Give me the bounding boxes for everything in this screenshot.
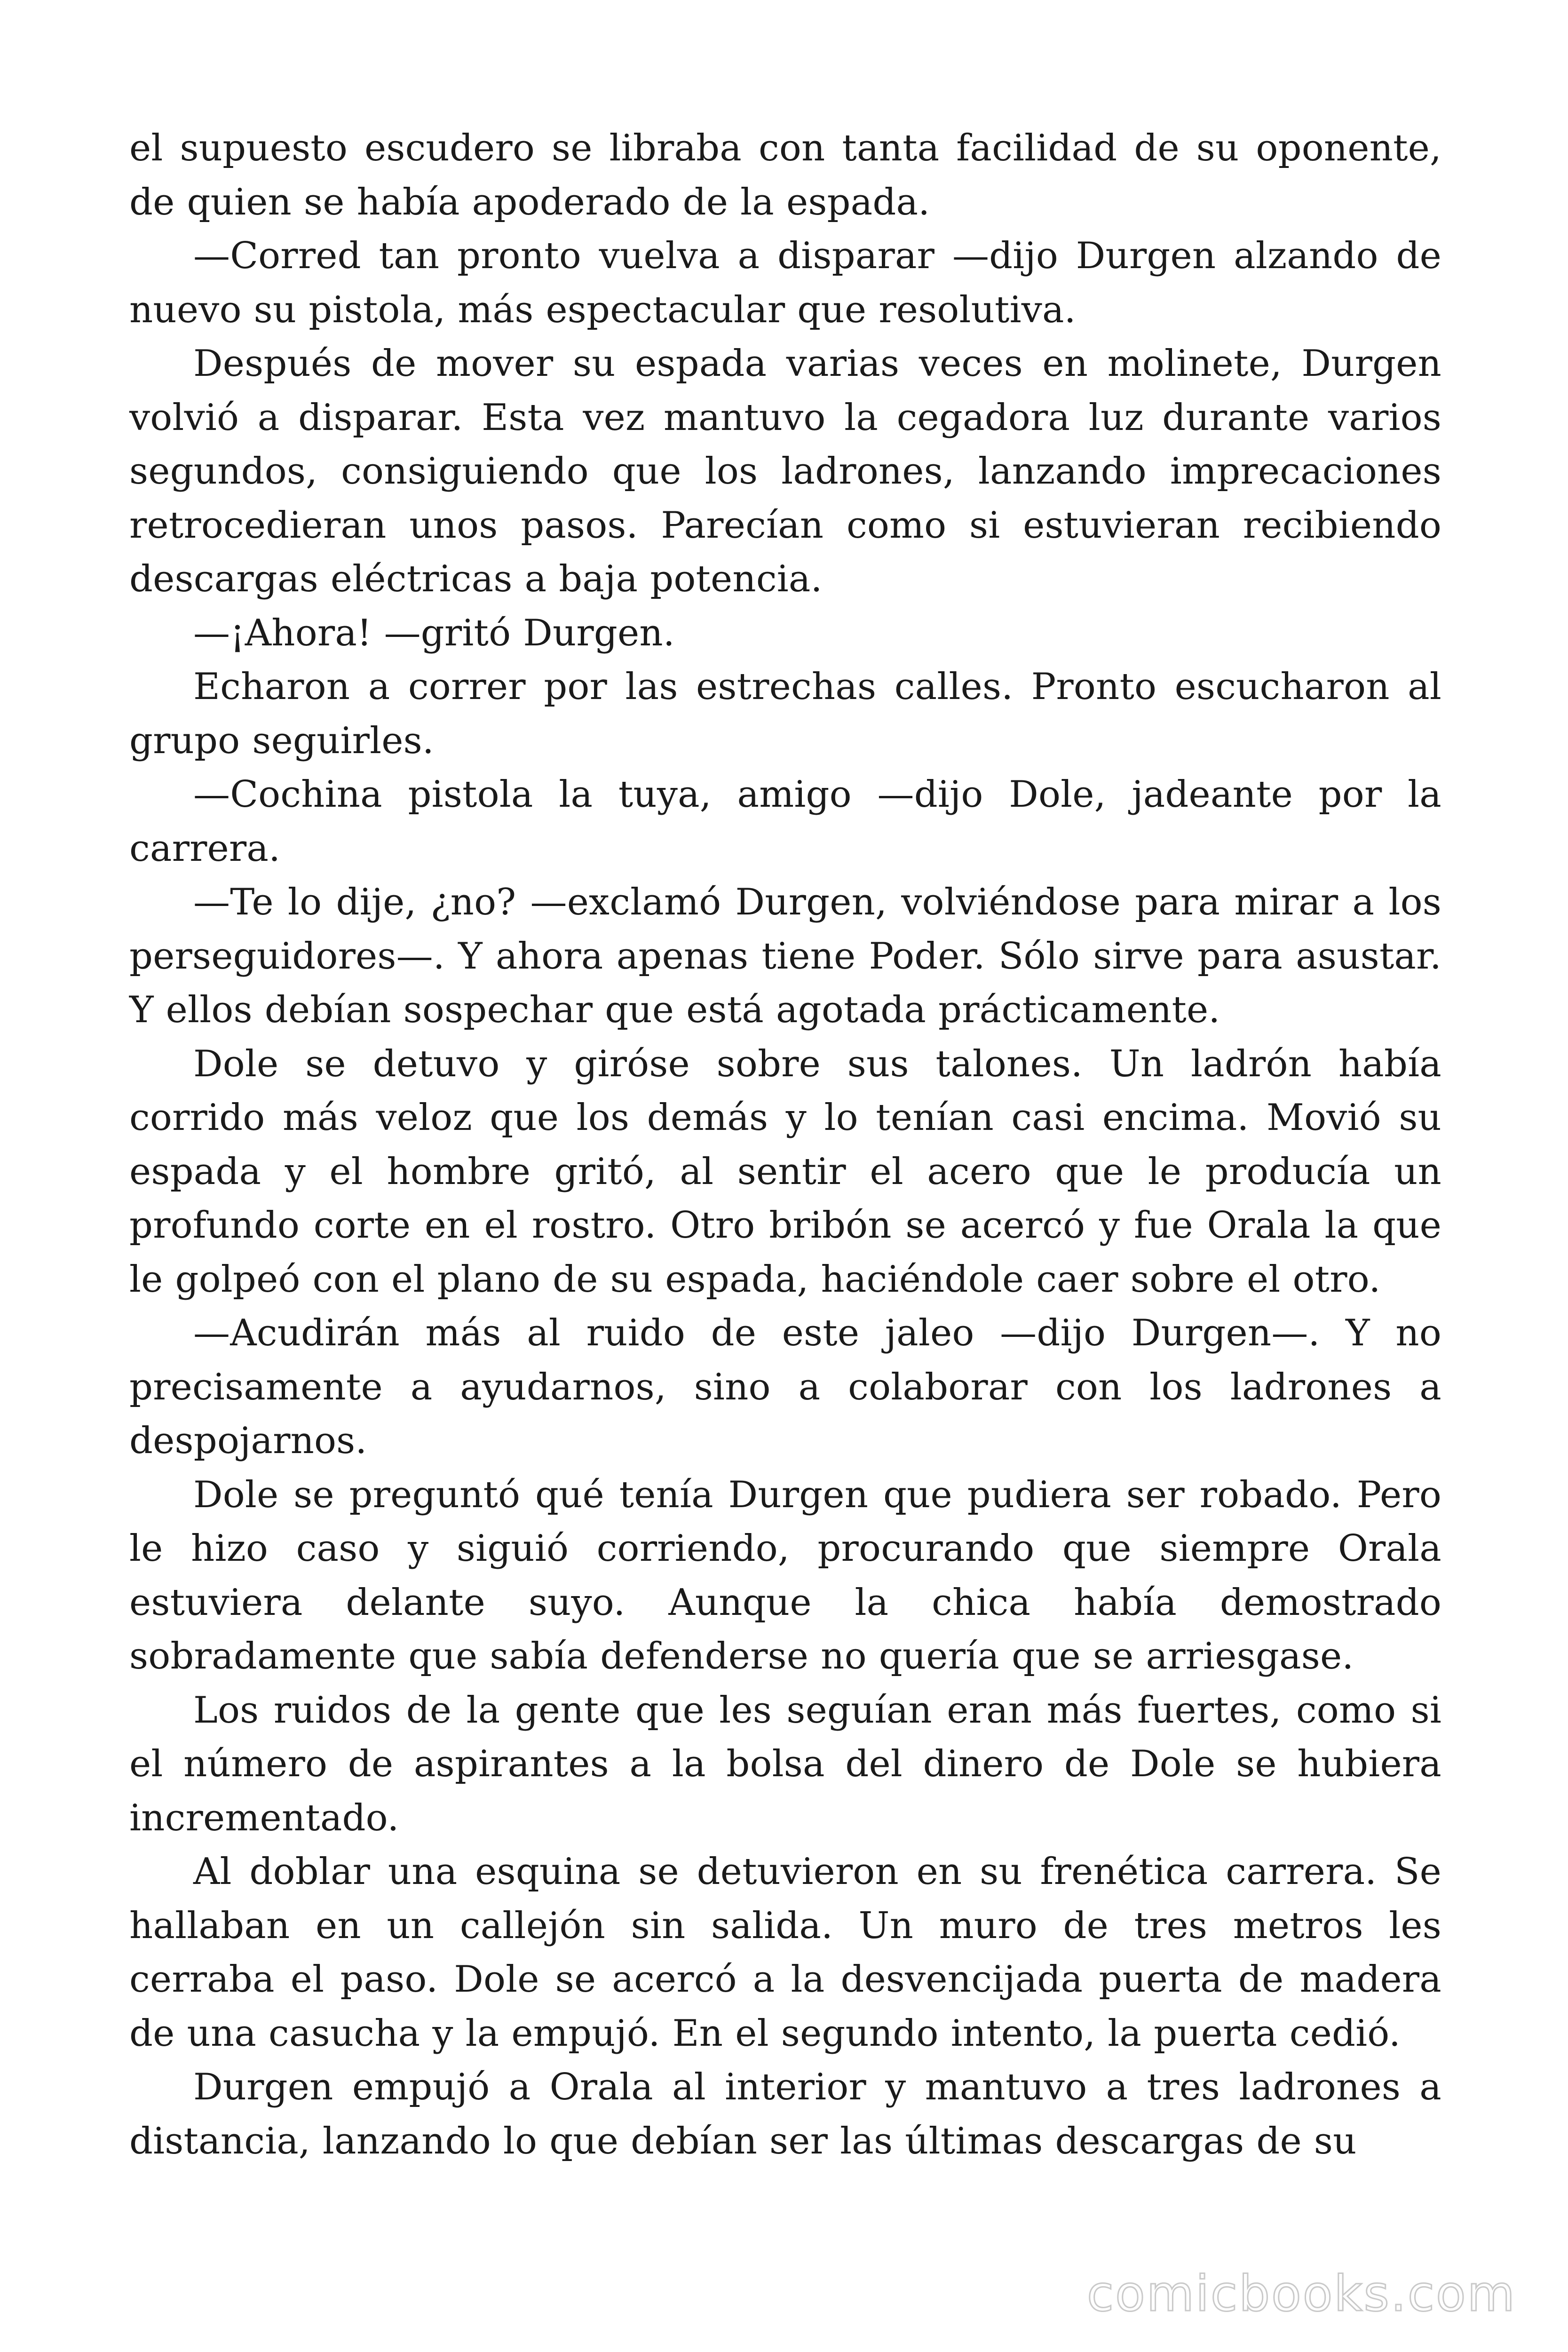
page-body	[129, 121, 1441, 2168]
watermark: comicbooks.com	[1086, 2265, 1516, 2322]
paragraph-9: —Acudirán más al ruido de este jaleo —dijo Durgen—. Y no precisamente a ayudarnos, sino a colaborar con los ladrones a despojarnos.	[129, 1312, 1441, 1462]
paragraph-6: —Cochina pistola la tuya, amigo —dijo Dole, jadeante por la carrera.	[129, 773, 1441, 870]
paragraph-3: Después de mover su espada varias veces en molinete, Durgen volvió a disparar. Esta vez mantuvo la cegadora luz durante varios segundos, consiguiendo que los ladrones, lanzando imprecaciones retrocedieran unos pasos. Parecían como si estuvieran recibiendo descargas eléctricas a baja potencia.	[129, 342, 1441, 600]
paragraph-12: Al doblar una esquina se detuvieron en su frenética carrera. Se hallaban en un callejón sin salida. Un muro de tres metros les cerraba el paso. Dole se acercó a la desvencijada puerta de madera de una casucha y la empujó. En el segundo intento, la puerta cedió.	[129, 1851, 1441, 2055]
paragraph-13: Durgen empujó a Orala al interior y mantuvo a tres ladrones a distancia, lanzando lo que debían ser las últimas descargas de su	[129, 2066, 1441, 2162]
paragraph-1: el supuesto escudero se libraba con tanta facilidad de su oponente, de quien se había apoderado de la espada.	[129, 127, 1441, 223]
paragraph-4: —¡Ahora! —gritó Durgen.	[193, 612, 675, 654]
paragraph-8: Dole se detuvo y giróse sobre sus talones. Un ladrón había corrido más veloz que los demás y lo tenían casi encima. Movió su espada y el hombre gritó, al sentir el acero que le producía un profundo corte en el rostro. Otro bribón se acercó y fue Orala la que le golpeó con el plano de su espada, haciéndole caer sobre el otro.	[129, 1042, 1441, 1301]
paragraph-7: —Te lo dije, ¿no? —exclamó Durgen, volviéndose para mirar a los perseguidores—. Y ahora apenas tiene Poder. Sólo sirve para asustar. Y ellos debían sospechar que está agotada prácticamente.	[129, 881, 1441, 1031]
paragraph-11: Los ruidos de la gente que les seguían eran más fuertes, como si el número de aspirantes a la bolsa del dinero de Dole se hubiera incrementado.	[129, 1689, 1441, 1839]
paragraph-5: Echaron a correr por las estrechas calles. Pronto escucharon al grupo seguirles.	[129, 666, 1441, 762]
paragraph-10: Dole se preguntó qué tenía Durgen que pudiera ser robado. Pero le hizo caso y siguió corriendo, procurando que siempre Orala estuviera delante suyo. Aunque la chica había demostrado sobradamente que sabía defenderse no quería que se arriesgase.	[129, 1473, 1441, 1677]
paragraph-2: —Corred tan pronto vuelva a disparar —dijo Durgen alzando de nuevo su pistola, más espectacular que resolutiva.	[129, 235, 1441, 331]
